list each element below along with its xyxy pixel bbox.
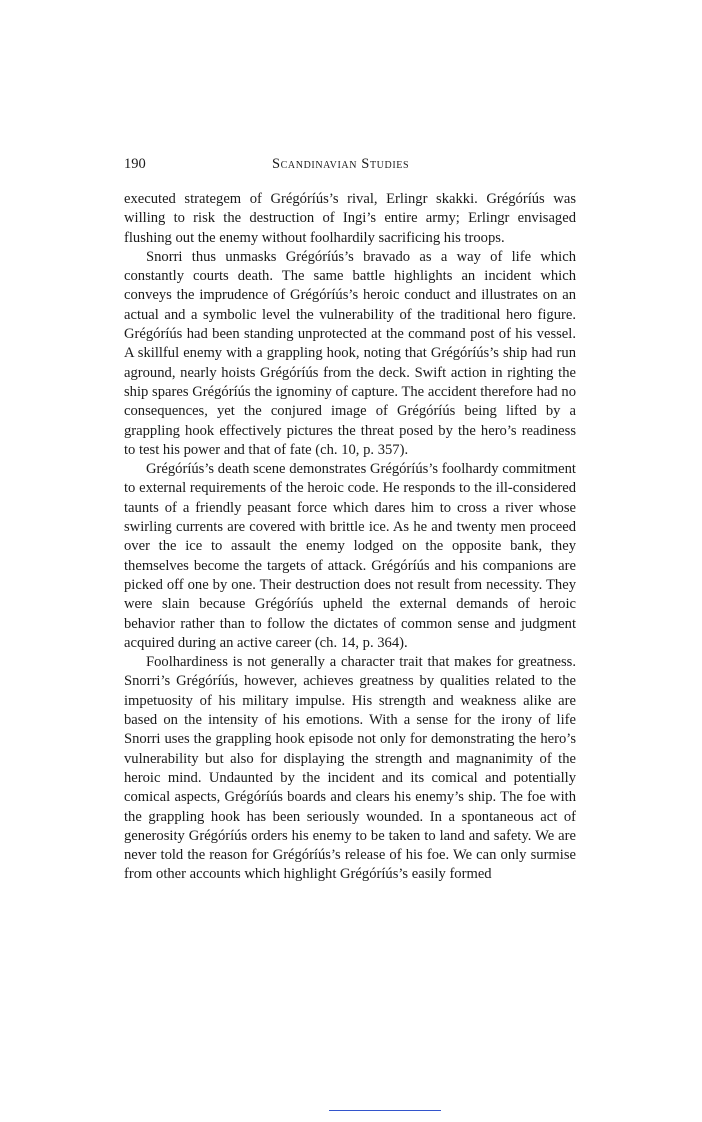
paragraph-2: Snorri thus unmasks Grégóríús’s bravado as a way of life which constantly courts death. The same battle highlights an incident which conveys the imprudence of Grégóríús’s heroic conduct and illustrates on an actual and a symbolic level the vulnerability of the traditional hero figure. Grégóríús had been standing unprotected at the command post of his vessel. A skillful enemy with a grappling hook, noting that Grégóríús’s ship had run aground, nearly hoists Grégóríús from the deck. Swift action in righting the ship spares Grégóríús the ignominy of capture. The accident therefore had no consequences, yet the conjured image of Grégóríús being lifted by a grappling hook effectively pictures the threat posed by the hero’s readiness to test his power and that of fate (ch. 10, p. 357).	[124, 248, 576, 458]
paragraph-1: executed strategem of Grégóríús’s rival, Erlingr skakki. Grégóríús was willing to risk the destruction of Ingi’s entire army; Erlingr envisaged flushing out the enemy without foolhardily sacrificing his troops.	[124, 191, 576, 246]
running-title: Scandinavian Studies	[272, 156, 410, 172]
page-header	[124, 156, 576, 176]
paragraph-4: Foolhardiness is not generally a character trait that makes for greatness. Snorri’s Grégóríús, however, achieves greatness by qualities related to the impetuosity of his military impulse. His strength and weakness alike are based on the intensity of his emotions. With a sense for the irony of life Snorri uses the grappling hook episode not only for demonstrating the hero’s vulnerability but also for displaying the strength and magnanimity of the heroic mind. Undaunted by the incident and its comical and potentially comical aspects, Grégóríús boards and clears his enemy’s ship. The foe with the grappling hook has been seriously wounded. In a spontaneous act of generosity Grégóríús orders his enemy to be taken to land and safety. We are never told the reason for Grégóríús’s release of his foe. We can only surmise from other accounts which highlight Grégóríús’s easily formed	[124, 654, 576, 883]
paragraph-3: Grégóríús’s death scene demonstrates Grégóríús’s foolhardy commitment to external requirements of the heroic code. He responds to the ill-considered taunts of a friendly peasant force which dares him to cross a river whose swirling currents are covered with brittle ice. As he and twenty men proceed over the ice to assault the enemy lodged on the opposite bank, they themselves become the targets of attack. Grégóríús and his companions are picked off one by one. Their destruction does not result from necessity. They were slain because Grégóríús upheld the external demands of heroic behavior rather than to follow the dictates of common sense and judgment acquired during an active career (ch. 14, p. 364).	[124, 461, 576, 651]
page-number: 190	[124, 156, 146, 172]
footer-rule	[329, 1110, 441, 1111]
body-text	[124, 190, 576, 885]
